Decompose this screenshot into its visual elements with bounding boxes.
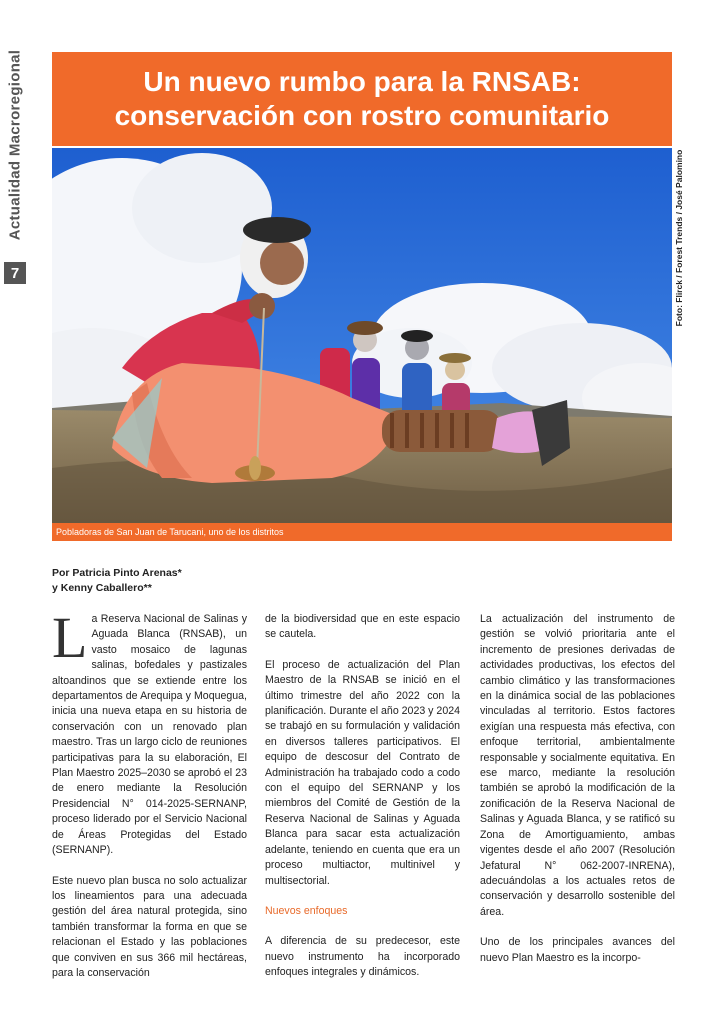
paragraph: La Reserva Nacional de Salinas y Aguada Blanca (RNSAB), un vasto mosaico de lagunas salinas, bofedales y pastizales altoandinos que se extiende entre los departamentos de Arequipa y Moquegua, inicia una nueva etapa en su historia de conservación con un renovado plan maestro. Tras un largo ciclo de reuniones participativas para la su elaboración, El Plan Maestro 2025–2030 se aprobó el 23 de enero mediante la Resolución Presidencial N° 014-2025-SERNANP, proceso liderado por el Servicio Nacional de Áreas Protegidas del Estado (SERNANP). [52,605,247,857]
photo-illustration [52,148,672,523]
article-column-3 [480,612,675,981]
byline-author-2: y Kenny Caballero** [52,582,152,594]
drop-cap: L [52,605,88,670]
article-column-1 [52,605,247,996]
byline [52,566,252,596]
byline-author-1: Por Patricia Pinto Arenas* [52,567,182,579]
paragraph: de la biodiversidad que en este espacio se cautela. [265,613,460,641]
paragraph: A diferencia de su predecesor, este nuevo instrumento ha incorporado enfoques integrales y dinámicos. [265,935,460,979]
section-label: Actualidad Macroregional [6,49,24,241]
paragraph: El proceso de actualización del Plan Maestro de la RNSAB se inició en el último trimestre del año 2022 con la planificación. Durante el año 2023 y 2024 se trabajó en su formulación y validación en diversos talleres participativos. El equipo de descosur del Contrato de Administración ha trabajado codo a codo con el equipo del SERNANP y los miembros del Comité de Gestión de la Reserva Nacional de Salinas y Aguada Blanca para sacar esta actualización adelante, teniendo en cuenta que era un proceso multiactor, multinivel y multisectorial. [265,658,460,887]
photo-caption: Pobladoras de San Juan de Tarucani, uno de los distritos [52,523,672,541]
paragraph: La actualización del instrumento de gestión se volvió prioritaria ante el incremento de presiones derivadas de actividades productivas, los efectos del cambio climático y las transformaciones en la dinámica social de las poblaciones vinculadas al territorio. Estos factores exigían una respuesta más efectiva, con enfoque territorial, ambientalmente responsable y socialmente equitativa. En ese marco, mediante la resolución también se aprobó la modificación de la zonificación de la Reserva Nacional de Salinas y Aguada Blanca, y se ratificó su Zona de Amortiguamiento, ambas vigentes desde el año 2007 (Resolución Jefatural N° 062-2007-INRENA), adecuándolas a los actuales retos de conservación y desarrollo sostenible del área. [480,613,675,918]
subheading: Nuevos enfoques [265,904,348,917]
article-photo [52,148,672,523]
page-number: 7 [4,262,26,284]
article-title-line-1: Un nuevo rumbo para la RNSAB: [143,66,581,97]
article-title-line-2: conservación con rostro comunitario [114,100,610,131]
title-banner [52,52,672,146]
photo-credit: Foto: Flirck / Forest Trends / José Palomino [674,149,684,326]
paragraph: Este nuevo plan busca no solo actualizar los lineamientos para una adecuada gestión del área natural protegida, sino también transformar la forma en que se relacionan el Estado y las poblaciones que conviven en sus 366 mil hectáreas, para la conservación [52,874,247,979]
paragraph: Uno de los principales avances del nuevo Plan Maestro es la incorpo- [480,936,675,964]
article-column-2 [265,612,460,996]
